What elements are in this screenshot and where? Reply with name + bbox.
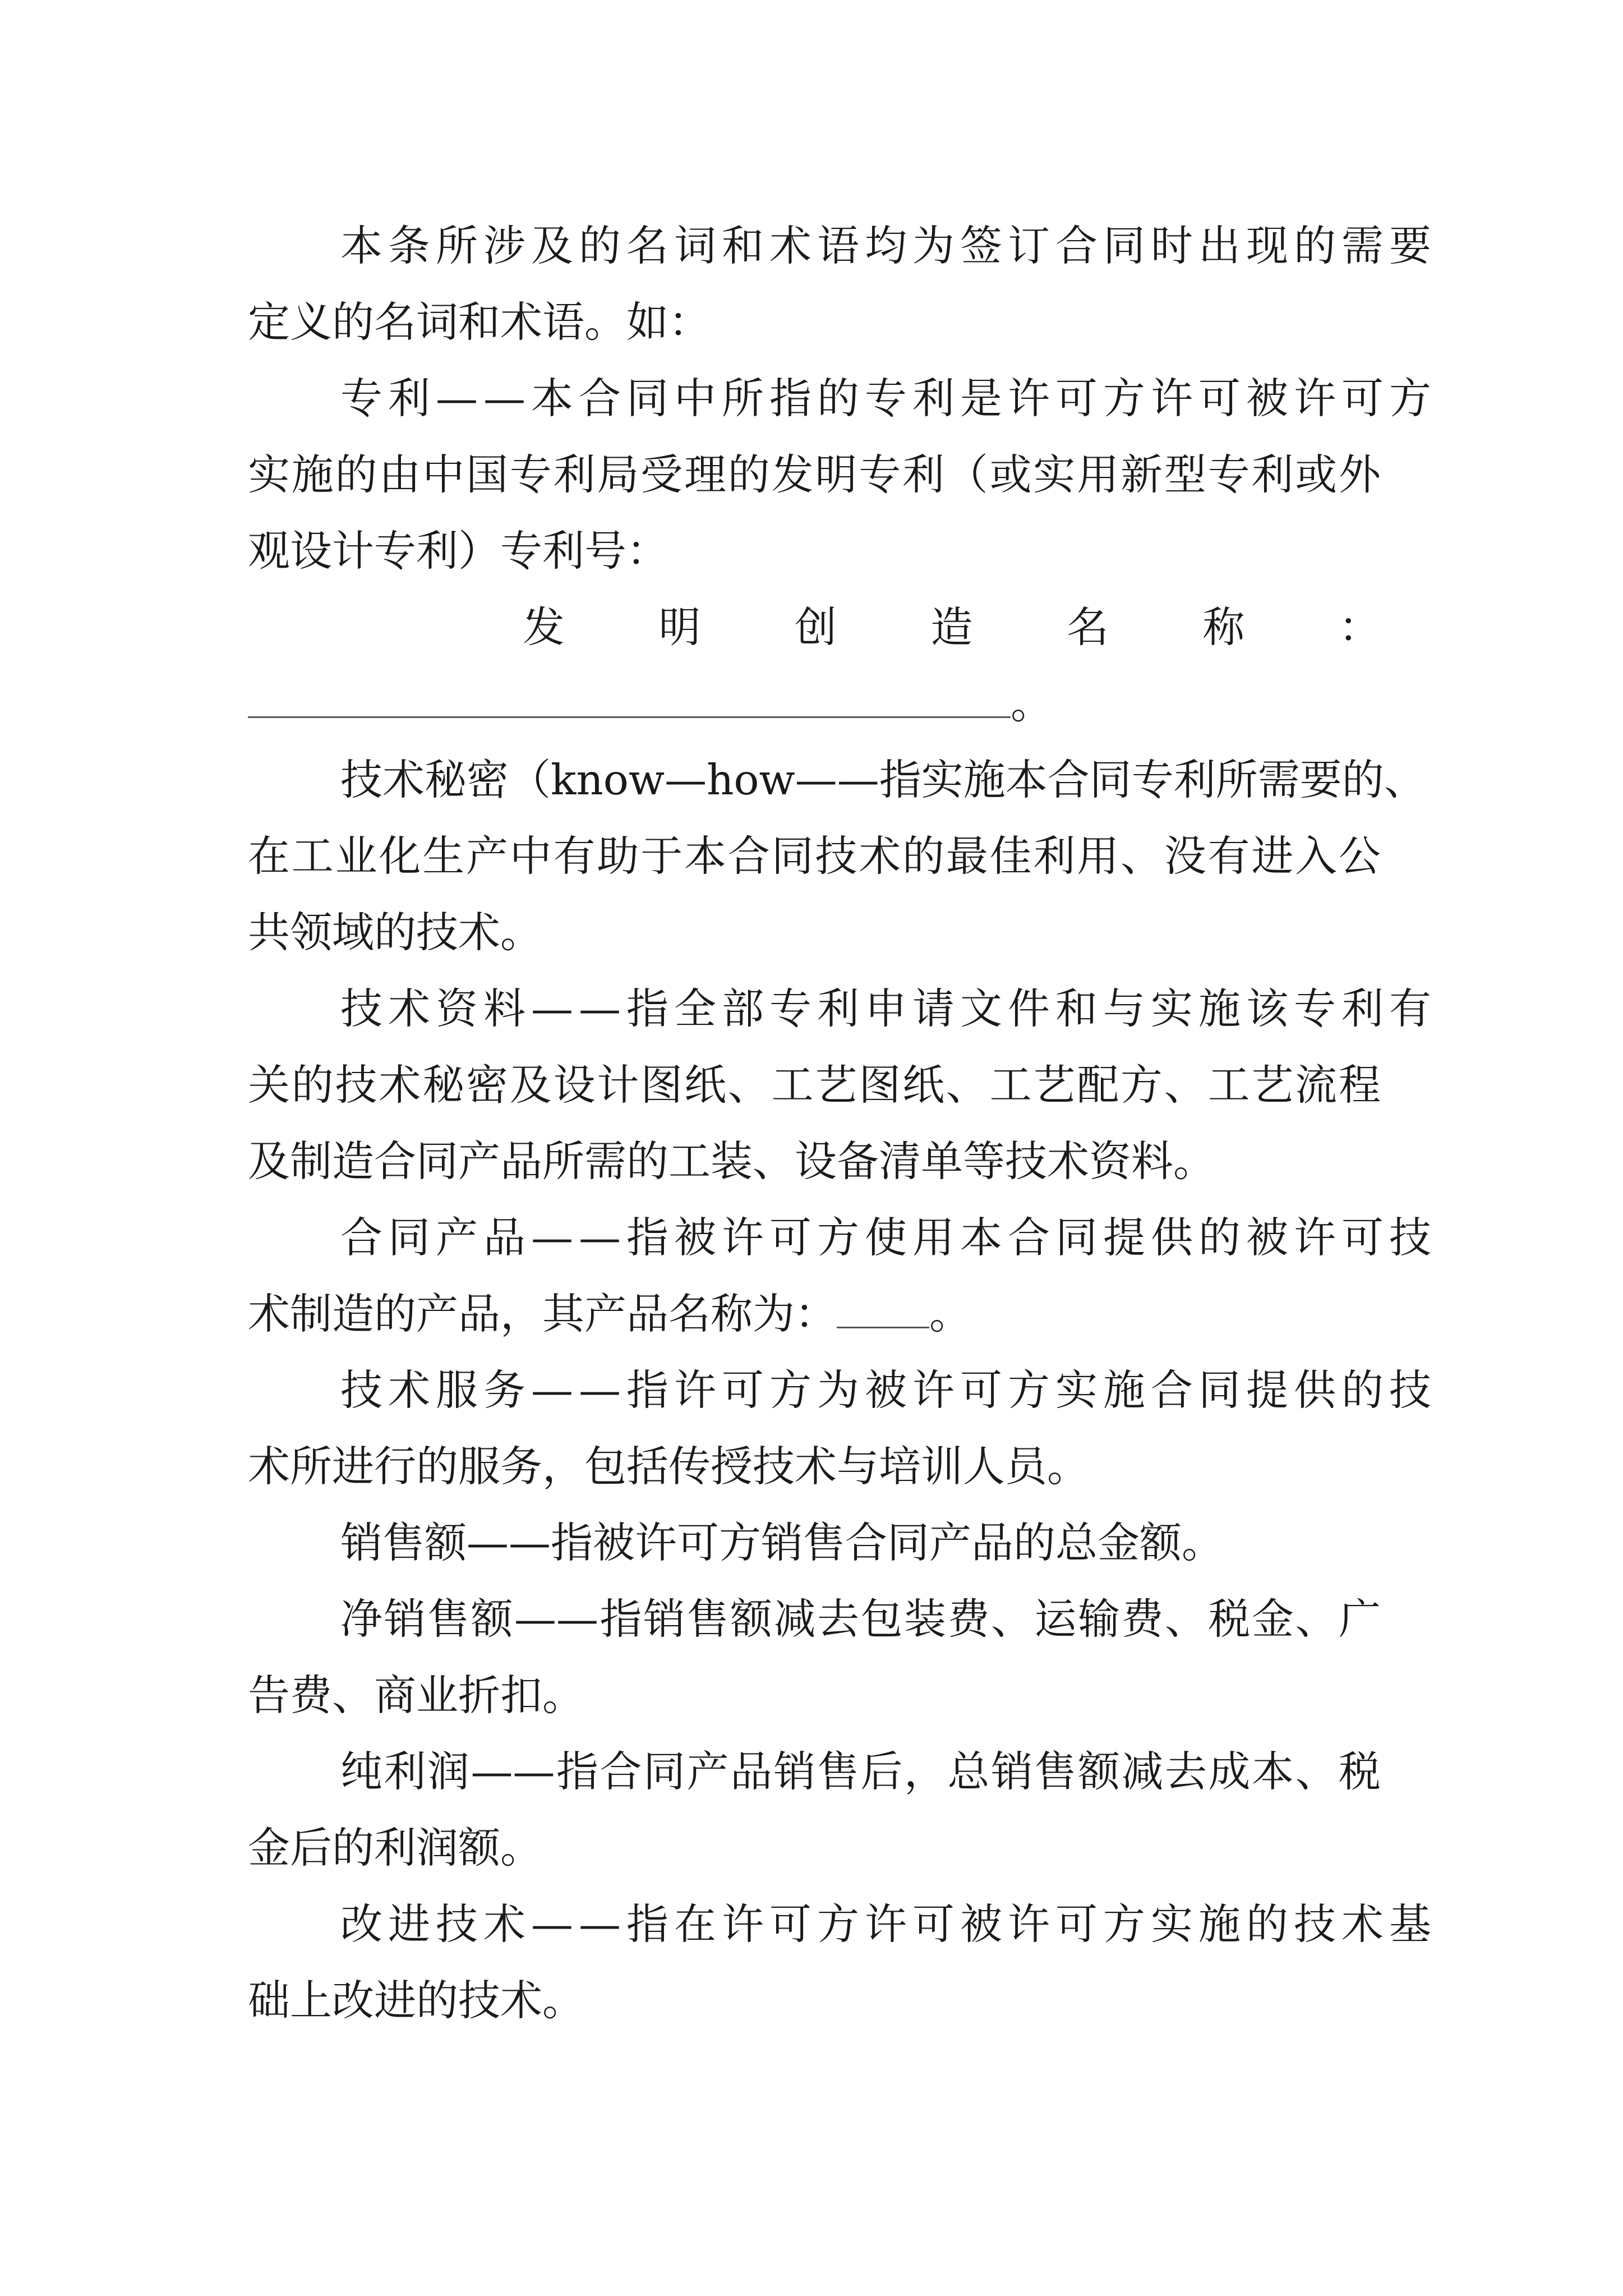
period: 。 (1011, 679, 1053, 728)
paragraph-line: 技术秘密（know—how——指实施本合同专利所需要的、 (340, 755, 1426, 804)
label-char: 发 (523, 602, 565, 652)
label-char: 造 (930, 602, 973, 652)
paragraph-line: 础上改进的技术。 (248, 1976, 585, 2025)
paragraph-line: 金后的利润额。 (248, 1823, 543, 1872)
paragraph-line: 专利——本合同中所指的专利是许可方许可被许可方 (340, 374, 1437, 423)
paragraph-line: 关的技术秘密及设计图纸、工艺图纸、工艺配方、工艺流程 (248, 1060, 1381, 1110)
invention-name-blank-line (248, 665, 1381, 742)
document-body (248, 208, 1437, 2039)
paragraph-line: 销售额——指被许可方销售合同产品的总金额。 (340, 1518, 1224, 1567)
invention-name-label (248, 589, 1381, 665)
paragraph-line: 共领域的技术。 (248, 908, 543, 957)
paragraph-line: 告费、商业折扣。 (248, 1671, 585, 1720)
label-char: 名 (1066, 602, 1109, 652)
fill-in-blank (837, 1286, 929, 1328)
paragraph-line: 观设计专利）专利号： (248, 526, 669, 576)
label-char: ： (1338, 602, 1381, 652)
label-char: 称 (1202, 602, 1245, 652)
period: 。 (929, 1289, 972, 1338)
label-char: 明 (658, 602, 701, 652)
paragraph-line: 合同产品——指被许可方使用本合同提供的被许可技 (340, 1213, 1437, 1262)
paragraph-line: 实施的由中国专利局受理的发明专利（或实用新型专利或外 (248, 450, 1381, 499)
paragraph-line: 及制造合同产品所需的工装、设备清单等技术资料。 (248, 1137, 1216, 1186)
paragraph-line: 术所进行的服务，包括传授技术与培训人员。 (248, 1442, 1090, 1491)
paragraph-line (248, 1276, 1381, 1352)
paragraph-line: 在工业化生产中有助于本合同技术的最佳利用、没有进入公 (248, 831, 1381, 881)
paragraph-line: 净销售额——指销售额减去包装费、运输费、税金、广 (340, 1594, 1381, 1644)
paragraph-line: 改进技术——指在许可方许可被许可方实施的技术基 (340, 1899, 1437, 1949)
paragraph-line: 技术资料——指全部专利申请文件和与实施该专利有 (340, 984, 1437, 1033)
label-char: 创 (794, 602, 837, 652)
paragraph-line: 本条所涉及的名词和术语均为签订合同时出现的需要 (340, 221, 1437, 270)
paragraph-line: 技术服务——指许可方为被许可方实施合同提供的技 (340, 1365, 1437, 1415)
fill-in-blank (248, 676, 1011, 718)
product-name-label: 术制造的产品，其产品名称为： (248, 1289, 837, 1338)
paragraph-line: 定义的名词和术语。如： (248, 297, 711, 347)
paragraph-line: 纯利润——指合同产品销售后，总销售额减去成本、税 (340, 1747, 1381, 1796)
